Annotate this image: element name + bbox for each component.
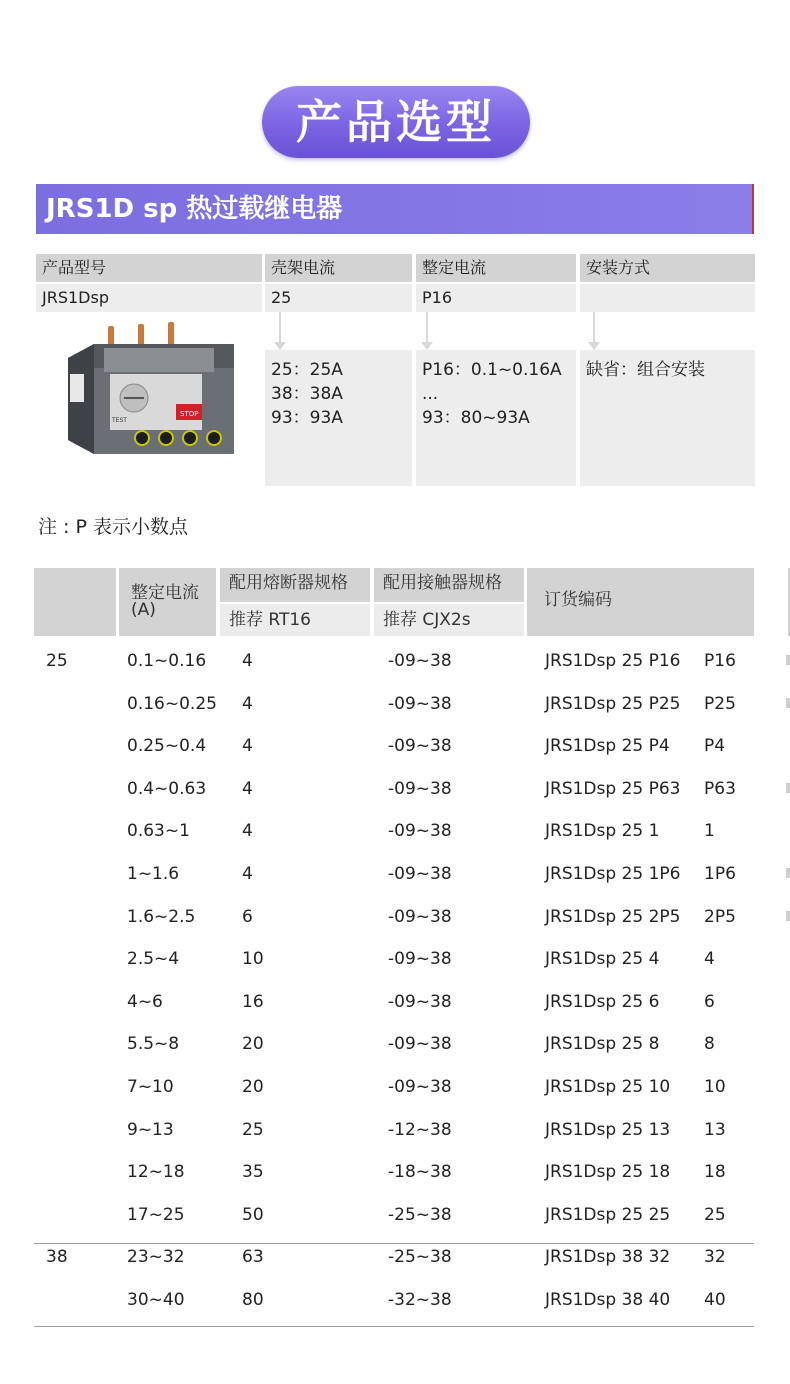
cell-range: 0.25~0.4 [127, 736, 207, 757]
option-line: ... [422, 384, 439, 404]
cell-range: 1~1.6 [127, 864, 180, 884]
cell-contactor: -09~38 [388, 693, 452, 714]
edge-mark [786, 655, 790, 665]
spec-header-model: 产品型号 [36, 254, 262, 282]
cell-contactor: -09~38 [388, 736, 452, 757]
cell-range: 30~40 [127, 1290, 185, 1310]
cell-suffix: P16 [704, 651, 736, 671]
cell-contactor: -18~38 [388, 1162, 452, 1183]
option-line: 93：80~93A [422, 408, 530, 428]
option-line: 缺省：组合安装 [586, 360, 705, 380]
cell-range: 12~18 [127, 1162, 185, 1183]
cell-contactor: -32~38 [388, 1290, 452, 1310]
cell-fuse: 20 [242, 1077, 264, 1097]
cell-contactor: -09~38 [388, 949, 452, 970]
cell-code: JRS1Dsp 25 18 [545, 1162, 671, 1183]
table-row [34, 1280, 754, 1323]
spec-header-mounting: 安装方式 [580, 254, 755, 282]
cell-suffix: 10 [704, 1077, 726, 1097]
cell-fuse: 50 [242, 1204, 264, 1225]
cell-range: 2.5~4 [127, 949, 180, 970]
cell-code: JRS1Dsp 38 32 [545, 1247, 671, 1268]
cell-range: 23~32 [127, 1247, 185, 1268]
down-arrow-icon [279, 312, 281, 346]
table-row [34, 811, 754, 854]
mounting-options [580, 350, 755, 486]
cell-fuse: 4 [242, 736, 253, 757]
cell-code: JRS1Dsp 25 6 [545, 991, 660, 1012]
table-row [34, 982, 754, 1025]
table-row [34, 1152, 754, 1195]
cell-contactor: -09~38 [388, 1034, 452, 1055]
cell-code: JRS1Dsp 25 1 [545, 821, 660, 842]
header-unit: (A) [131, 600, 156, 620]
cell-fuse: 35 [242, 1162, 264, 1183]
cell-code: JRS1Dsp 25 8 [545, 1034, 660, 1055]
table-header-fuse: 配用熔断器规格 [220, 568, 370, 602]
table-row [34, 769, 754, 812]
table-header-contactor-sub: 推荐 CJX2s [374, 604, 524, 636]
table-row [34, 726, 754, 769]
down-arrow-icon [593, 312, 595, 346]
option-line: 93：93A [271, 408, 343, 428]
cell-contactor: -09~38 [388, 991, 452, 1012]
cell-range: 5.5~8 [127, 1034, 180, 1055]
cell-contactor: -09~38 [388, 1077, 452, 1097]
cell-fuse: 6 [242, 906, 253, 927]
cell-code: JRS1Dsp 25 25 [545, 1204, 671, 1225]
cell-suffix: 40 [704, 1290, 726, 1310]
option-line: P16：0.1~0.16A [422, 360, 562, 380]
table-row [34, 897, 754, 940]
table-row [34, 641, 754, 684]
cell-range: 17~25 [127, 1204, 185, 1225]
shell-current-options [265, 350, 412, 486]
down-arrow-icon [426, 312, 428, 346]
table-row [34, 1195, 754, 1238]
cell-suffix: 6 [704, 991, 715, 1012]
spec-value-model: JRS1Dsp [36, 284, 262, 312]
cell-contactor: -09~38 [388, 864, 452, 884]
option-line: 38：38A [271, 384, 343, 404]
cell-range: 0.63~1 [127, 821, 190, 842]
note-text: 注 : P 表示小数点 [38, 516, 188, 538]
cell-suffix: P63 [704, 778, 736, 799]
cell-suffix: 32 [704, 1247, 726, 1268]
setting-current-options [416, 350, 576, 486]
edge-mark [786, 911, 790, 921]
table-header-fuse-sub: 推荐 RT16 [220, 604, 370, 636]
cell-suffix: 1 [704, 821, 715, 842]
cell-fuse: 10 [242, 949, 264, 970]
edge-mark [786, 783, 790, 793]
table-row [34, 684, 754, 727]
header-label: 整定电流 [131, 583, 199, 603]
cell-code: JRS1Dsp 25 1P6 [545, 864, 681, 884]
spec-header-setting-current: 整定电流 [416, 254, 576, 282]
cell-fuse: 4 [242, 651, 253, 671]
spec-value-shell-current: 25 [265, 284, 412, 312]
row-group-divider [34, 1243, 754, 1244]
table-header-order-code: 订货编码 [527, 568, 754, 636]
cell-code: JRS1Dsp 25 P25 [545, 693, 681, 714]
cell-code: JRS1Dsp 25 2P5 [545, 906, 681, 927]
cell-code: JRS1Dsp 25 P4 [545, 736, 670, 757]
cell-code: JRS1Dsp 25 P16 [545, 651, 681, 671]
cell-suffix: 1P6 [704, 864, 736, 884]
product-series-banner: JRS1D sp 热过载继电器 [36, 184, 754, 234]
spec-header-shell-current: 壳架电流 [265, 254, 412, 282]
cell-range: 7~10 [127, 1077, 174, 1097]
cell-range: 0.4~0.63 [127, 778, 207, 799]
table-row [34, 1024, 754, 1067]
table-row [34, 939, 754, 982]
cell-fuse: 4 [242, 778, 253, 799]
cell-fuse: 4 [242, 864, 253, 884]
svg-text:TEST: TEST [112, 417, 127, 424]
cell-code: JRS1Dsp 25 13 [545, 1119, 671, 1140]
relay-product-image [64, 318, 240, 470]
edge-mark [786, 698, 790, 708]
table-header-current [119, 568, 216, 636]
cell-fuse: 20 [242, 1034, 264, 1055]
cell-contactor: -09~38 [388, 906, 452, 927]
option-line: 25：25A [271, 360, 343, 380]
cell-suffix: 8 [704, 1034, 715, 1055]
cell-suffix: 25 [704, 1204, 726, 1225]
spec-value-setting-current: P16 [416, 284, 576, 312]
cell-suffix: 4 [704, 949, 715, 970]
cell-code: JRS1Dsp 25 4 [545, 949, 660, 970]
cell-shell: 25 [46, 651, 68, 671]
cell-fuse: 80 [242, 1290, 264, 1310]
cell-contactor: -12~38 [388, 1119, 452, 1140]
cell-contactor: -09~38 [388, 651, 452, 671]
cell-range: 4~6 [127, 991, 163, 1012]
cell-code: JRS1Dsp 25 10 [545, 1077, 671, 1097]
spec-value-mounting [580, 284, 755, 312]
cell-suffix: 13 [704, 1119, 726, 1140]
cell-fuse: 4 [242, 693, 253, 714]
cell-suffix: 2P5 [704, 906, 736, 927]
cell-range: 0.1~0.16 [127, 651, 207, 671]
cell-fuse: 16 [242, 991, 264, 1012]
table-row [34, 854, 754, 897]
cell-contactor: -25~38 [388, 1204, 452, 1225]
cell-contactor: -09~38 [388, 821, 452, 842]
table-row [34, 1110, 754, 1153]
cell-suffix: P4 [704, 736, 726, 757]
cell-fuse: 4 [242, 821, 253, 842]
table-row [34, 1067, 754, 1110]
cell-range: 1.6~2.5 [127, 906, 196, 927]
table-header-shell [34, 568, 116, 636]
page-title: 产品选型 [262, 86, 530, 158]
cell-suffix: P25 [704, 693, 736, 714]
svg-text:STOP: STOP [180, 410, 199, 418]
cell-code: JRS1Dsp 38 40 [545, 1290, 671, 1310]
cell-code: JRS1Dsp 25 P63 [545, 778, 681, 799]
cell-suffix: 18 [704, 1162, 726, 1183]
cell-shell: 38 [46, 1247, 68, 1268]
cell-contactor: -09~38 [388, 778, 452, 799]
cell-contactor: -25~38 [388, 1247, 452, 1268]
cell-fuse: 63 [242, 1247, 264, 1268]
cell-fuse: 25 [242, 1119, 264, 1140]
table-header-contactor: 配用接触器规格 [374, 568, 524, 602]
table-bottom-rule [34, 1326, 754, 1327]
edge-mark [786, 868, 790, 878]
cell-range: 0.16~0.25 [127, 693, 217, 714]
cell-range: 9~13 [127, 1119, 174, 1140]
